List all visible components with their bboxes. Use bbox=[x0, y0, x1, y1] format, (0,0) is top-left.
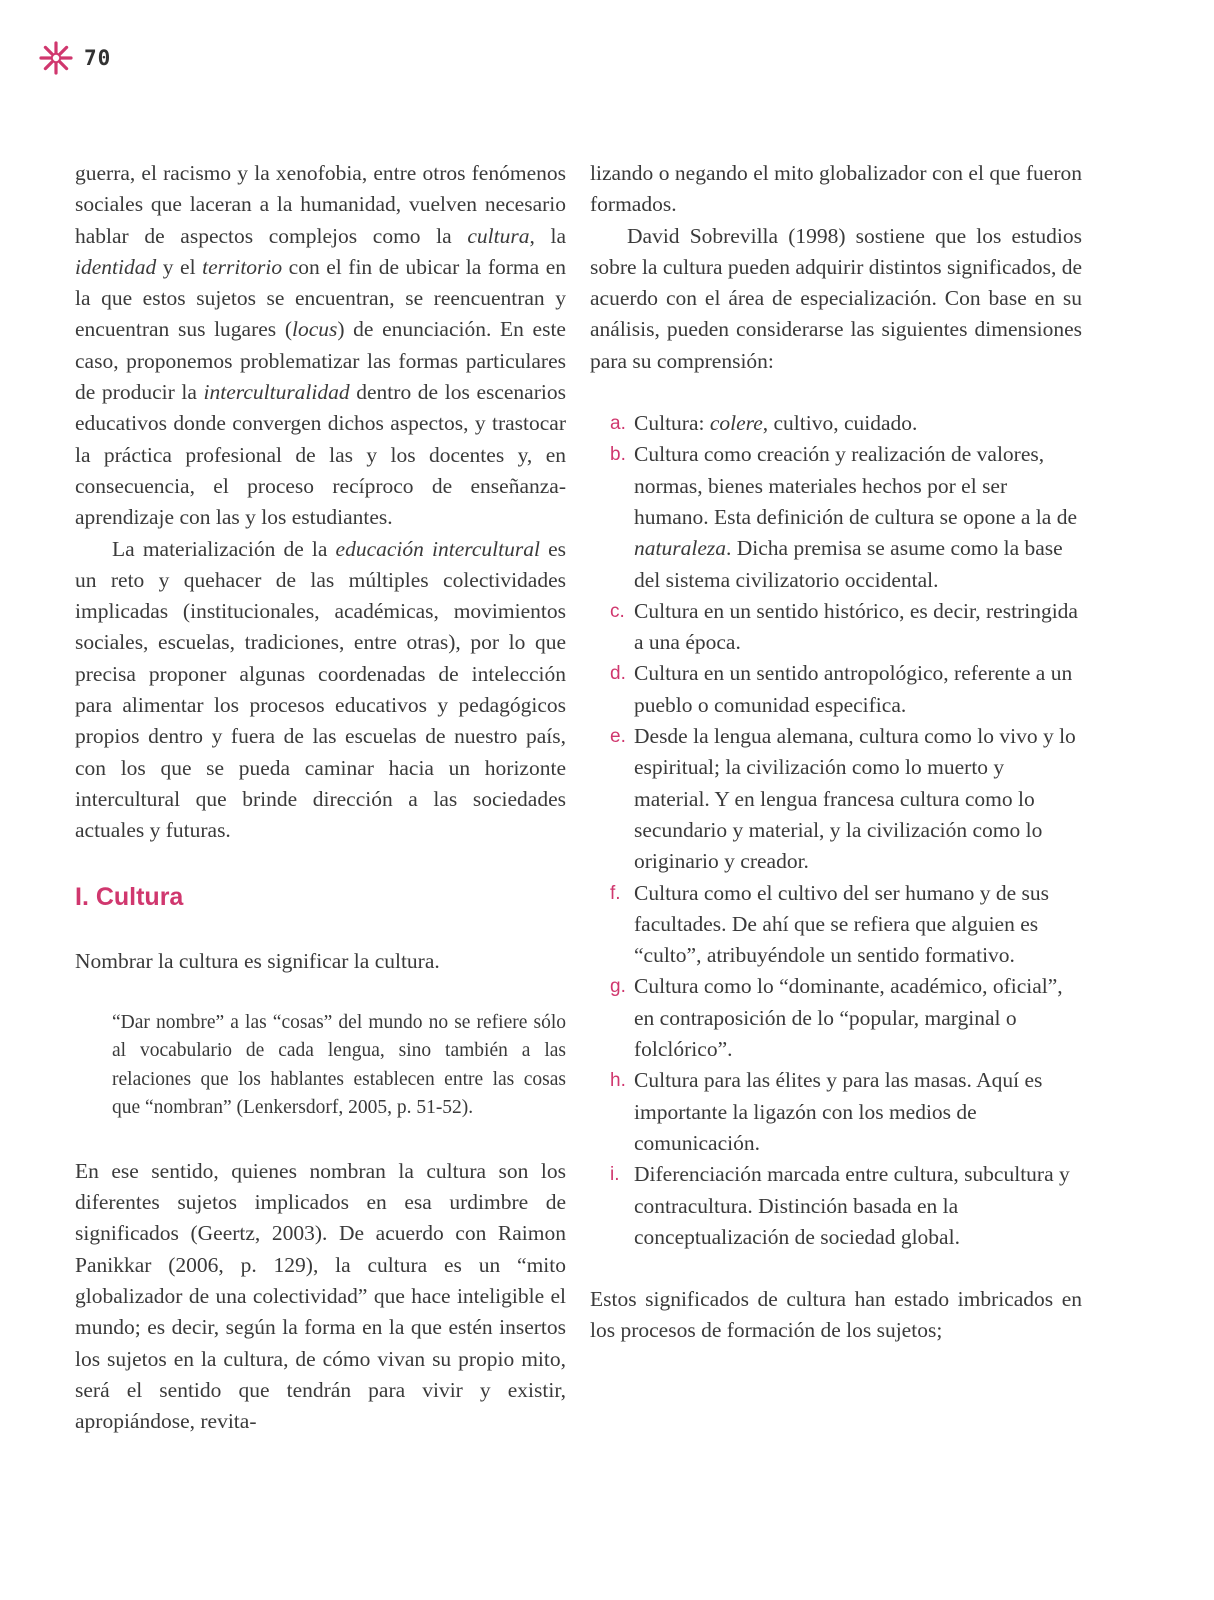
list-label: c. bbox=[610, 600, 625, 622]
list-label: a. bbox=[610, 413, 626, 435]
list-label: i. bbox=[610, 1164, 620, 1186]
list-text: Cultura como creación y realización de valores, normas, bienes materiales hechos por el ser humano. Esta definición de cultura se opone a la de naturaleza. Dicha premisa se asume como la base del sistema civilizatorio occidental. bbox=[634, 442, 1077, 592]
paragraph: En ese sentido, quienes nombran la cultura son los diferentes sujetos implicados en esa urdimbre de significados (Geertz, 2003). De acuerdo con Raimon Panikkar (2006, p. 129), la cultura es un “mito globalizador de una colectividad” que hace inteligible el mundo; es decir, según la forma en la que estén insertos los sujetos en la cultura, de cómo vivan su propio mito, será el sentido que tendrán para vivir y existir, apropiándose, revita- bbox=[75, 1158, 566, 1434]
list-item bbox=[610, 1065, 1082, 1159]
left-column bbox=[75, 158, 566, 1438]
right-column bbox=[590, 158, 1082, 1347]
list-item bbox=[610, 596, 1082, 659]
list-label: b. bbox=[610, 444, 626, 466]
list-text: Cultura como el cultivo del ser humano y de sus facultades. De ahí que se refiera que alguien es “culto”, atribuyéndole un sentido formativo. bbox=[634, 880, 1049, 968]
paragraph: lizando o negando el mito globalizador con el que fueron formados. bbox=[590, 161, 1082, 217]
paragraph: David Sobrevilla (1998) sostiene que los estudios sobre la cultura pueden adquirir distintos significados, de acuerdo con el área de especialización. Con base en su análisis, pueden considerarse las siguientes dimensiones para su comprensión: bbox=[590, 223, 1082, 373]
list-text: Desde la lengua alemana, cultura como lo vivo y lo espiritual; la civilización como lo muerto y material. Y en lengua francesa cultura como lo secundario y material, y la civilización como lo originario y creador. bbox=[634, 724, 1076, 874]
list-text: Cultura en un sentido antropológico, referente a un pueblo o comunidad especifica. bbox=[634, 661, 1073, 717]
list-item bbox=[610, 878, 1082, 972]
list-item bbox=[610, 439, 1082, 595]
page-number: 70 bbox=[84, 46, 112, 70]
list-item bbox=[610, 721, 1082, 877]
list-item bbox=[610, 408, 1082, 439]
list-label: h. bbox=[610, 1070, 626, 1092]
list-text: Cultura en un sentido histórico, es decir, restringida a una época. bbox=[634, 598, 1078, 655]
list-text: Cultura como lo “dominante, académico, oficial”, en contraposición de lo “popular, marginal o folclórico”. bbox=[634, 974, 1063, 1062]
section-title: I. Cultura bbox=[75, 882, 184, 911]
paragraph: Estos significados de cultura han estado imbricados en los procesos de formación de los sujetos; bbox=[590, 1287, 1082, 1343]
list-item bbox=[610, 1159, 1082, 1253]
asterisk-flower-icon bbox=[38, 40, 74, 76]
list-label: g. bbox=[610, 976, 626, 998]
list-text: Cultura para las élites y para las masas. Aquí es importante la ligazón con los medios de comunicación. bbox=[634, 1068, 1043, 1155]
list-text: Cultura: colere, cultivo, cuidado. bbox=[634, 411, 918, 436]
list-text: Diferenciación marcada entre cultura, subcultura y contracultura. Distinción basada en la conceptualización de sociedad global. bbox=[634, 1162, 1070, 1249]
block-quote: “Dar nombre” a las “cosas” del mundo no se refiere sólo al vocabulario de cada lengua, sino también a las relaciones que los hablantes establecen entre las cosas que “nombran” (Lenkersdorf, 2005, p. 51-52). bbox=[112, 1011, 566, 1119]
list-label: e. bbox=[610, 726, 626, 748]
list-item bbox=[610, 658, 1082, 721]
page-header bbox=[38, 38, 111, 78]
paragraph: La materialización de la educación intercultural es un reto y quehacer de las múltiples colectividades implicadas (institucionales, académicas, movimientos sociales, escuelas, tradiciones, entre otras), por lo que precisa proponer algunas coordenadas de intelección para alimentar los procesos educativos y pedagógicos propios dentro y fuera de las escuelas de nuestro país, con los que se pueda caminar hacia un horizonte intercultural que brinde dirección a las sociedades actuales y futuras. bbox=[75, 536, 566, 843]
paragraph: guerra, el racismo y la xenofobia, entre otros fenómenos sociales que laceran a la humanidad, vuelven necesario hablar de aspectos complejos como la cultura, la identidad y el territorio con el fin de ubicar la forma en la que estos sujetos se encuentran, se reencuentran y encuentran sus lugares (locus) de enunciación. En este caso, proponemos problematizar las formas particulares de producir la interculturalidad dentro de los escenarios educativos donde convergen dichos aspectos, y trastocar la práctica profesional de las y los docentes y, en consecuencia, el proceso recíproco de enseñanza-aprendizaje con las y los estudiantes. bbox=[75, 161, 566, 530]
dimensions-list bbox=[590, 408, 1082, 1253]
list-label: d. bbox=[610, 663, 626, 685]
list-label: f. bbox=[610, 882, 621, 904]
paragraph: Nombrar la cultura es significar la cultura. bbox=[75, 948, 440, 973]
list-item bbox=[610, 971, 1082, 1065]
